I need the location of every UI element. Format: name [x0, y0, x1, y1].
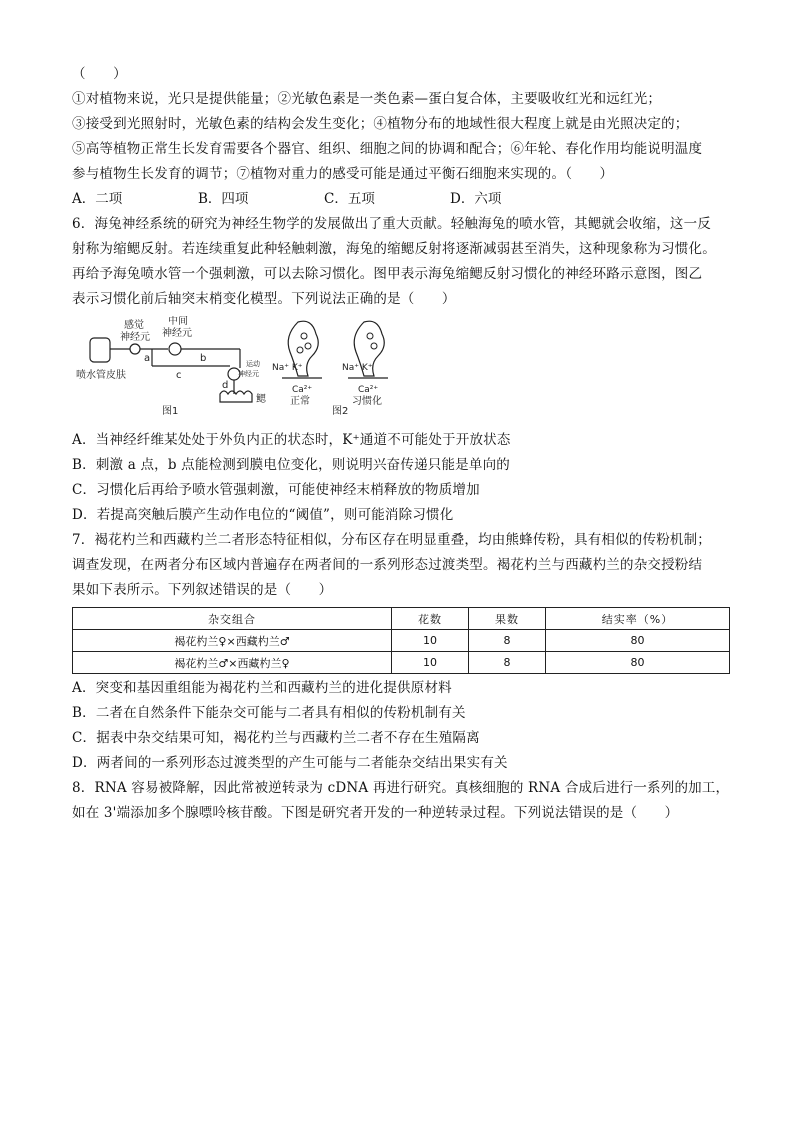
label-fig1: 图1: [162, 406, 179, 417]
q6-option-a[interactable]: A．当神经纤维某处处于外负内正的状态时，K⁺通道不可能处于开放状态: [72, 432, 511, 448]
hybridization-table: [72, 607, 730, 674]
q5-option-c[interactable]: C．五项: [324, 191, 375, 207]
q7-option-b[interactable]: B．二者在自然条件下能杂交可能与二者具有相似的传粉机制有关: [72, 705, 466, 721]
table-row: [73, 652, 730, 674]
label-motor-neuron: 神经元: [238, 370, 259, 378]
table-header: 杂交组合: [73, 608, 392, 630]
question-5: [72, 62, 732, 212]
q7-stem-line: 调查发现，在两者分布区域内普遍存在两者间的一系列形态过渡类型。褐花杓兰与西藏杓兰的杂交授粉结: [72, 557, 703, 573]
q8-stem-line: 如在 3'端添加多个腺嘌呤核苷酸。下图是研究者开发的一种逆转录过程。下列说法错误的是（ ）: [72, 805, 679, 821]
table-row: [73, 630, 730, 652]
gill-shape: [220, 391, 252, 402]
label-inter-neuron: 神经元: [162, 328, 192, 339]
table-cell: 褐花杓兰♂×西藏杓兰♀: [73, 652, 392, 674]
interneuron-body: [169, 343, 181, 355]
label-habituation: 习惯化: [352, 396, 382, 407]
q5-option-b[interactable]: B．四项: [198, 191, 249, 207]
q5-statement-line: ③接受到光照射时，光敏色素的结构会发生变化；④植物分布的地域性很大程度上就是由光照决定的；: [72, 116, 689, 132]
label-skin: 喷水管皮肤: [76, 370, 126, 381]
label-ions-habituated: Na⁺ K⁺: [342, 363, 373, 373]
table-cell: 10: [392, 652, 469, 674]
q5-option-a[interactable]: A．二项: [72, 191, 123, 207]
q6-stem-line: 表示习惯化前后轴突末梢变化模型。下列说法正确的是（ ）: [72, 291, 456, 307]
q6-stem-line: 6．海兔神经系统的研究为神经生物学的发展做出了重大贡献。轻触海兔的喷水管，其鳃就会收缩，这一反: [72, 216, 711, 232]
q6-option-c[interactable]: C．习惯化后再给予喷水管强刺激，可能使神经末梢释放的物质增加: [72, 482, 480, 498]
table-header: 果数: [469, 608, 546, 630]
question-6: [72, 212, 732, 528]
label-sensory: 感觉: [124, 320, 144, 331]
label-inter: 中间: [168, 316, 188, 327]
table-header-row: [73, 608, 730, 630]
q7-option-c[interactable]: C．据表中杂交结果可知，褐花杓兰与西藏杓兰二者不存在生殖隔离: [72, 730, 480, 746]
exam-page: [72, 62, 732, 826]
q6-figure: [72, 316, 732, 426]
table-cell: 80: [546, 630, 730, 652]
q7-stem-line: 果如下表所示。下列叙述错误的是（ ）: [72, 582, 333, 598]
q7-option-d[interactable]: D．两者间的一系列形态过渡类型的产生可能与二者能杂交结出果实有关: [72, 755, 508, 771]
label-motor: 运动: [246, 360, 260, 368]
table-header: 花数: [392, 608, 469, 630]
skin-box: [90, 338, 110, 362]
sensory-neuron-body: [130, 344, 140, 354]
label-d: d: [222, 380, 229, 391]
q5-bracket: （ ）: [72, 66, 127, 82]
label-fig2: 图2: [332, 406, 349, 417]
label-ions-normal: Na⁺ K⁺: [272, 363, 303, 373]
table-cell: 褐花杓兰♀×西藏杓兰♂: [73, 630, 392, 652]
label-c: c: [176, 370, 182, 381]
table-header: 结实率（%）: [546, 608, 730, 630]
q6-stem-line: 射称为缩鳃反射。若连续重复此种轻触刺激，海兔的缩鳃反射将逐渐减弱甚至消失，这种现象称为习惯化。: [72, 241, 716, 257]
q5-options: [72, 187, 732, 212]
q5-option-d[interactable]: D．六项: [450, 191, 502, 207]
label-a: a: [144, 353, 151, 364]
neural-circuit-diagram: [72, 316, 402, 426]
label-b: b: [200, 353, 207, 364]
table-cell: 10: [392, 630, 469, 652]
q6-stem-line: 再给予海兔喷水管一个强刺激，可以去除习惯化。图甲表示海兔缩鳃反射习惯化的神经环路示意图，图乙: [72, 266, 703, 282]
q6-option-b[interactable]: B．刺激 a 点，b 点能检测到膜电位变化，则说明兴奋传递只能是单向的: [72, 457, 510, 473]
q5-statement-line: ⑤高等植物正常生长发育需要各个器官、组织、细胞之间的协调和配合；⑥年轮、春化作用均能说明温度: [72, 141, 703, 157]
question-8: [72, 776, 732, 826]
table-cell: 8: [469, 652, 546, 674]
q7-option-a[interactable]: A．突变和基因重组能为褐花杓兰和西藏杓兰的进化提供原材料: [72, 680, 452, 696]
label-ca-normal: Ca²⁺: [292, 385, 313, 395]
label-sensory-neuron: 神经元: [120, 332, 150, 343]
label-normal: 正常: [290, 396, 310, 407]
table-cell: 80: [546, 652, 730, 674]
table-cell: 8: [469, 630, 546, 652]
q5-statement-line: 参与植物生长发育的调节；⑦植物对重力的感受可能是通过平衡石细胞来实现的。（ ）: [72, 166, 614, 182]
label-gill: 鳃: [256, 394, 266, 405]
q8-stem-line: 8．RNA 容易被降解，因此常被逆转录为 cDNA 再进行研究。真核细胞的 RNA 合成后进行一系列的加工，: [72, 780, 730, 796]
question-7: [72, 528, 732, 776]
q7-stem-line: 7．褐花杓兰和西藏杓兰二者形态特征相似，分布区存在明显重叠，均由熊蜂传粉，具有相似的传粉机制；: [72, 532, 711, 548]
q6-option-d[interactable]: D．若提高突触后膜产生动作电位的“阈值”，则可能消除习惯化: [72, 507, 454, 523]
q5-statement-line: ①对植物来说，光只是提供能量；②光敏色素是一类色素—蛋白复合体，主要吸收红光和远红光；: [72, 91, 662, 107]
label-ca-habituated: Ca²⁺: [358, 385, 379, 395]
